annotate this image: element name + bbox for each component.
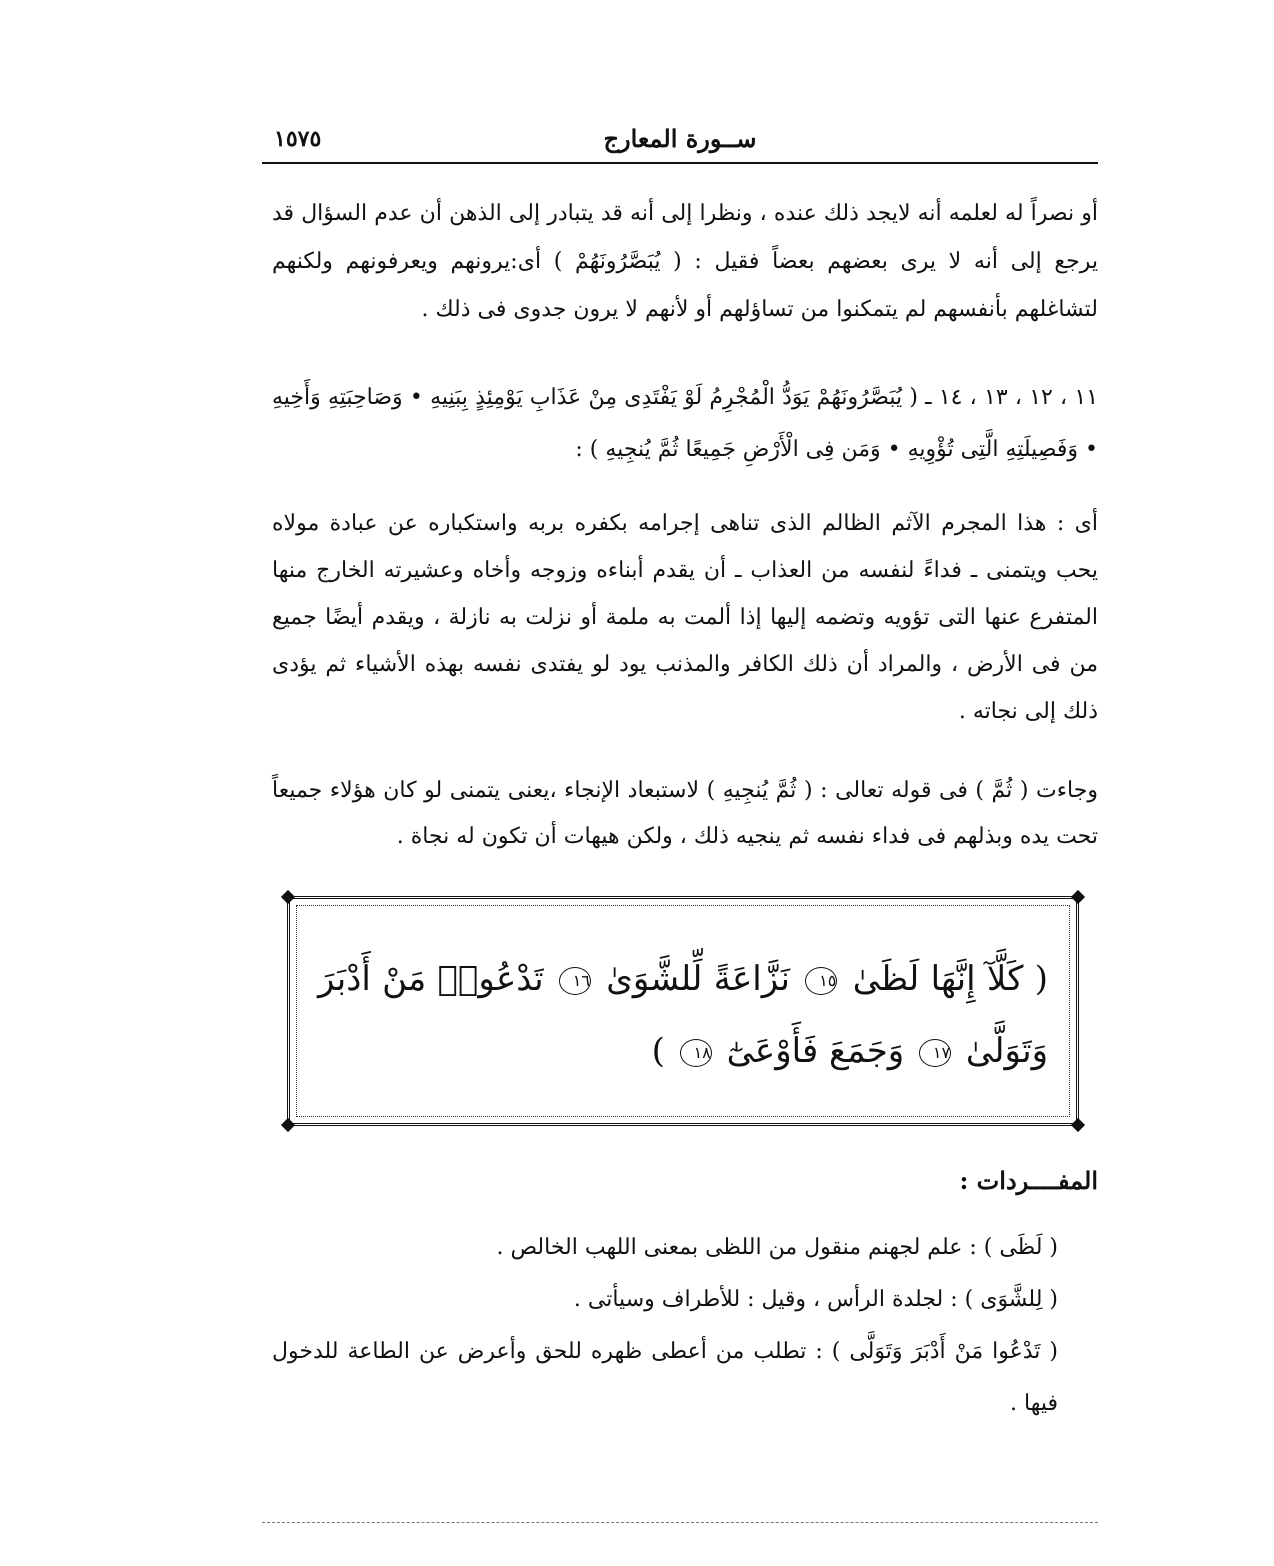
vocab-item: ( لِلشَّوَى ) : لجلدة الرأس ، وقيل : للأطراف وسيأتى . xyxy=(573,1287,1058,1312)
paragraph-3 xyxy=(272,768,1098,860)
framed-verse-text xyxy=(318,943,1048,1087)
vocab-item: ( لَظَى ) : علم لجهنم منقول من اللظى بمعنى اللهب الخالص . xyxy=(496,1235,1058,1260)
verse-number-16: ١٦ xyxy=(559,967,591,995)
verse-number-17: ١٧ xyxy=(919,1039,951,1067)
verse-number-18: ١٨ xyxy=(680,1039,712,1067)
verse-number-15: ١٥ xyxy=(805,967,837,995)
verse-part: نَزَّاعَةً لِّلشَّوَىٰ xyxy=(606,959,790,999)
vocabulary-heading: المفــــردات : xyxy=(959,1166,1098,1195)
page-header xyxy=(262,118,1098,164)
frame-corner-ornament xyxy=(281,1118,295,1132)
paragraph-2-text: أى : هذا المجرم الآثم الظالم الذى تناهى إجرامه بكفره بربه واستكباره عن عبادة مولاه يحب ويتمنى ـ فداءً لنفسه من العذاب ـ أن يقدم أبناءه وزوجه وأخاه وعشيرته الخارج منها المتفرع عنها التى تؤويه وتضمه إليها إذا ألمت به ملمة أو نزلت به نازلة ، ويقدم أيضًا جميع من فى الأرض ، والمراد أن ذلك الكافر والمذنب يود لو يفتدى نفسه بهذه الأشياء ثم يؤدى ذلك إلى نجاته . xyxy=(272,511,1098,724)
frame-corner-ornament xyxy=(1071,1118,1085,1132)
vocab-item: ( تَدْعُوا مَنْ أَدْبَرَ وَتَوَلَّى ) : تطلب من أعطى ظهره للحق وأعرض عن الطاعة للدخول فيها . xyxy=(272,1339,1058,1416)
verse-close: ) xyxy=(651,1031,665,1071)
page-number: ١٥٧٥ xyxy=(274,126,322,152)
verse-part: تَدْعُوا۟ مَنْ أَدْبَرَ وَتَوَلَّىٰ xyxy=(318,959,1048,1071)
paragraph-1 xyxy=(272,190,1098,334)
verse-frame xyxy=(287,896,1079,1126)
paragraph-2 xyxy=(272,500,1098,735)
footer-rule xyxy=(262,1522,1098,1523)
surah-title: ســورة المعارج xyxy=(603,124,757,153)
verse-part: ( كَلَّآ إِنَّهَا لَظَىٰ xyxy=(852,959,1049,999)
frame-corner-ornament xyxy=(281,890,295,904)
verses-11-14-text: ١١ ، ١٢ ، ١٣ ، ١٤ ـ ( يُبَصَّرُونَهُمْ يَوَدُّ الْمُجْرِمُ لَوْ يَفْتَدِى مِنْ عَذَابِ يَوْمِئِذٍ بِبَنِيهِ • وَصَاحِبَتِهِ وَأَخِيهِ • وَفَصِيلَتِهِ الَّتِى تُؤْوِيهِ • وَمَن فِى الْأَرْضِ جَمِيعًا ثُمَّ يُنجِيهِ ) : xyxy=(272,385,1099,462)
frame-corner-ornament xyxy=(1071,890,1085,904)
paragraph-3-text: وجاءت ( ثُمَّ ) فى قوله تعالى : ( ثُمَّ يُنجِيهِ ) لاستبعاد الإنجاء ،يعنى يتمنى لو كان هؤلاء جميعاً تحت يده وبذلهم فى فداء نفسه ثم ينجيه ذلك ، ولكن هيهات أن تكون له نجاة . xyxy=(272,778,1098,849)
paragraph-1-text: أو نصراً له لعلمه أنه لايجد ذلك عنده ، ونظرا إلى أنه قد يتبادر إلى الذهن أن عدم السؤال قد يرجع إلى أنه لا يرى بعضهم بعضاً فقيل : ( يُبَصَّرُونَهُمْ ) أى:يرونهم ويعرفونهم ولكنهم لتشاغلهم بأنفسهم لم يتمكنوا من تساؤلهم أو لأنهم لا يرون جدوى فى ذلك . xyxy=(272,201,1098,322)
vocabulary-list xyxy=(272,1222,1098,1430)
verse-part: وَجَمَعَ فَأَوْعَىٰٓ xyxy=(726,1031,905,1071)
verses-11-14 xyxy=(272,372,1098,476)
